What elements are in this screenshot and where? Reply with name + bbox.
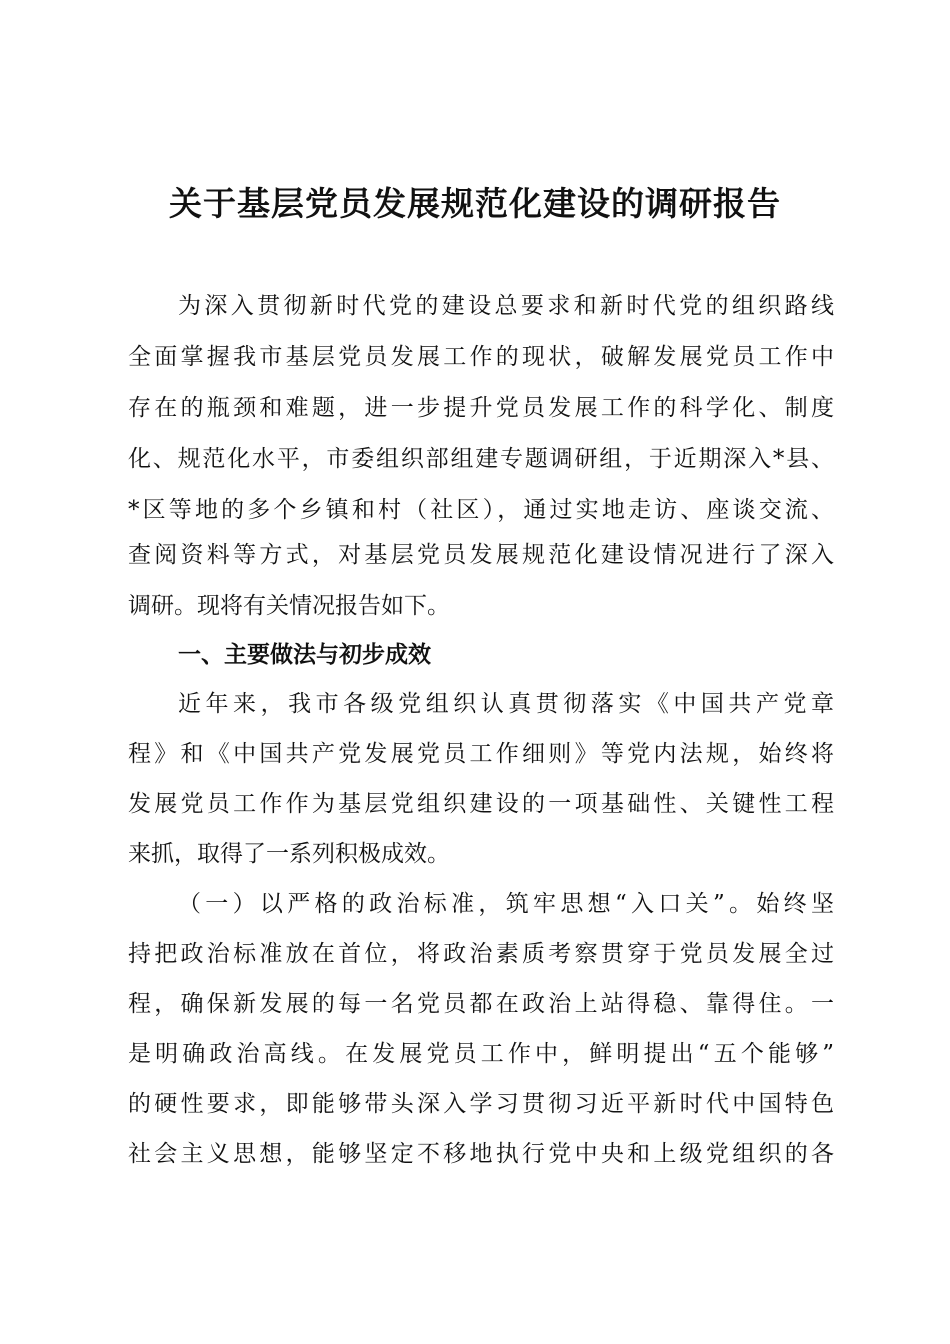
paragraph-line: 调研。现将有关情况报告如下。	[128, 593, 450, 619]
paragraph-line: 全面掌握我市基层党员发展工作的现状，破解发展党员工作中	[128, 344, 834, 370]
section-heading: 一、主要做法与初步成效	[178, 642, 431, 668]
paragraph-line: *区等地的多个乡镇和村（社区），通过实地走访、座谈交流、	[128, 497, 834, 523]
paragraph-line: 为深入贯彻新时代党的建设总要求和新时代党的组织路线	[178, 293, 834, 319]
paragraph-line: 程》和《中国共产党发展党员工作细则》等党内法规，始终将	[128, 741, 834, 767]
paragraph-line: 近年来，我市各级党组织认真贯彻落实《中国共产党章	[178, 691, 834, 717]
document-title: 关于基层党员发展规范化建设的调研报告	[169, 184, 781, 223]
paragraph-line: （一）以严格的政治标准，筑牢思想“入口关”。始终坚	[178, 891, 834, 917]
paragraph-line: 化、规范化水平，市委组织部组建专题调研组，于近期深入*县、	[128, 446, 834, 472]
paragraph-line: 持把政治标准放在首位，将政治素质考察贯穿于党员发展全过	[128, 941, 834, 967]
paragraph-line: 社会主义思想，能够坚定不移地执行党中央和上级党组织的各	[128, 1141, 834, 1167]
paragraph-line: 的硬性要求，即能够带头深入学习贯彻习近平新时代中国特色	[128, 1091, 834, 1117]
paragraph-line: 存在的瓶颈和难题，进一步提升党员发展工作的科学化、制度	[128, 395, 834, 421]
paragraph-line: 是明确政治高线。在发展党员工作中，鲜明提出“五个能够”	[128, 1041, 834, 1067]
paragraph-line: 查阅资料等方式，对基层党员发展规范化建设情况进行了深入	[128, 542, 834, 568]
paragraph-line: 来抓，取得了一系列积极成效。	[128, 841, 450, 867]
paragraph-line: 发展党员工作作为基层党组织建设的一项基础性、关键性工程	[128, 791, 834, 817]
paragraph-line: 程，确保新发展的每一名党员都在政治上站得稳、靠得住。一	[128, 991, 834, 1017]
